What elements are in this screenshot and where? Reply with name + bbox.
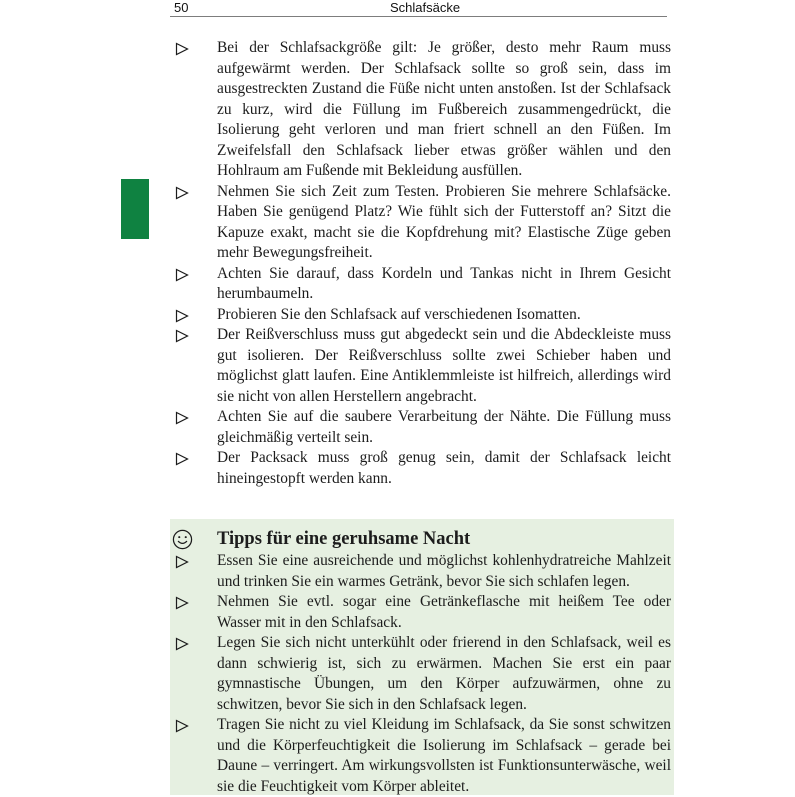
page-header xyxy=(170,0,667,17)
tips-box xyxy=(170,519,674,795)
tip-item-text: Tragen Sie nicht zu viel Kleidung im Schlafsack, da Sie sonst schwitzen und die Körperfeuchtigkeit die Isolierung im Schlafsack – gerade bei Daune – verringert. Am wirkungsvollsten ist Funktionsunterwäsche, weil sie die Feuchtigkeit vom Körper ableitet. xyxy=(217,716,671,795)
triangle-outline-icon xyxy=(175,309,189,323)
list-item-text: Probieren Sie den Schlafsack auf verschiedenen Isomatten. xyxy=(217,305,581,323)
smiley-face-icon xyxy=(172,529,193,550)
list-item xyxy=(171,264,671,305)
tip-item xyxy=(171,551,671,592)
list-item xyxy=(171,182,671,264)
tip-item xyxy=(171,592,671,633)
list-item-text: Der Reißverschluss muss gut abgedeckt sein und die Abdeckleiste muss gut isolieren. Der Reißverschluss sollte zwei Schieber haben und möglichst glatt laufen. Eine Antiklemmleiste ist hilfreich, allerdings wird sie nicht von allen Herstellern angebracht. xyxy=(217,326,671,405)
triangle-outline-icon xyxy=(175,268,189,282)
tips-heading xyxy=(171,528,671,550)
tip-item-text: Nehmen Sie evtl. sogar eine Getränkeflasche mit heißem Tee oder Wasser mit in den Schlafsack. xyxy=(217,593,671,631)
triangle-outline-icon xyxy=(175,186,189,200)
running-head: Schlafsäcke xyxy=(390,0,461,15)
triangle-outline-icon xyxy=(175,637,189,651)
triangle-outline-icon xyxy=(175,329,189,343)
list-item xyxy=(171,305,671,326)
page-number: 50 xyxy=(174,0,189,15)
list-item xyxy=(171,38,671,182)
list-item xyxy=(171,325,671,407)
tips-content xyxy=(171,528,671,797)
list-item xyxy=(171,407,671,448)
list-item-text: Bei der Schlafsackgröße gilt: Je größer, desto mehr Raum muss aufgewärmt werden. Der Schlafsack sollte so groß sein, dass im ausgestreckten Zustand die Füße nicht unten anstoßen. Ist der Schlafsack zu kurz, wird die Füllung im Fußbereich zusammengedrückt, die Isolierung geht verloren und man friert schnell an den Füßen. Im Zweifelsfall den Schlafsack lieber etwas größer wählen und den Hohlraum am Fußende mit Bekleidung ausfüllen. xyxy=(217,39,671,179)
checklist xyxy=(171,38,671,489)
tip-item xyxy=(171,633,671,715)
list-item-text: Achten Sie auf die saubere Verarbeitung der Nähte. Die Füllung muss gleichmäßig verteilt sein. xyxy=(217,408,671,446)
chapter-tab-marker xyxy=(121,179,149,239)
tip-item xyxy=(171,715,671,797)
triangle-outline-icon xyxy=(175,452,189,466)
triangle-outline-icon xyxy=(175,42,189,56)
triangle-outline-icon xyxy=(175,596,189,610)
triangle-outline-icon xyxy=(175,555,189,569)
list-item xyxy=(171,448,671,489)
triangle-outline-icon xyxy=(175,719,189,733)
triangle-outline-icon xyxy=(175,411,189,425)
list-item-text: Achten Sie darauf, dass Kordeln und Tankas nicht in Ihrem Gesicht herumbaumeln. xyxy=(217,264,671,302)
tip-item-text: Essen Sie eine ausreichende und möglichst kohlenhydratreiche Mahlzeit und trinken Sie ein warmes Getränk, bevor Sie sich schlafen legen. xyxy=(217,552,671,590)
tips-heading-text: Tipps für eine geruhsame Nacht xyxy=(217,529,471,549)
list-item-text: Der Packsack muss groß genug sein, damit der Schlafsack leicht hineingestopft werden kann. xyxy=(217,449,671,487)
tip-item-text: Legen Sie sich nicht unterkühlt oder frierend in den Schlafsack, weil es dann schwierig ist, sich zu erwärmen. Machen Sie erst ein paar gymnastische Übungen, um den Körper aufzuwärmen, ohne zu schwitzen, bevor Sie sich in den Schlafsack legen. xyxy=(217,634,671,713)
list-item-text: Nehmen Sie sich Zeit zum Testen. Probieren Sie mehrere Schlafsäcke. Haben Sie genügend Platz? Wie fühlt sich der Futterstoff an? Sitzt die Kapuze exakt, macht sie die Kopfdrehung mit? Elastische Züge geben mehr Bewegungsfreiheit. xyxy=(217,182,671,261)
